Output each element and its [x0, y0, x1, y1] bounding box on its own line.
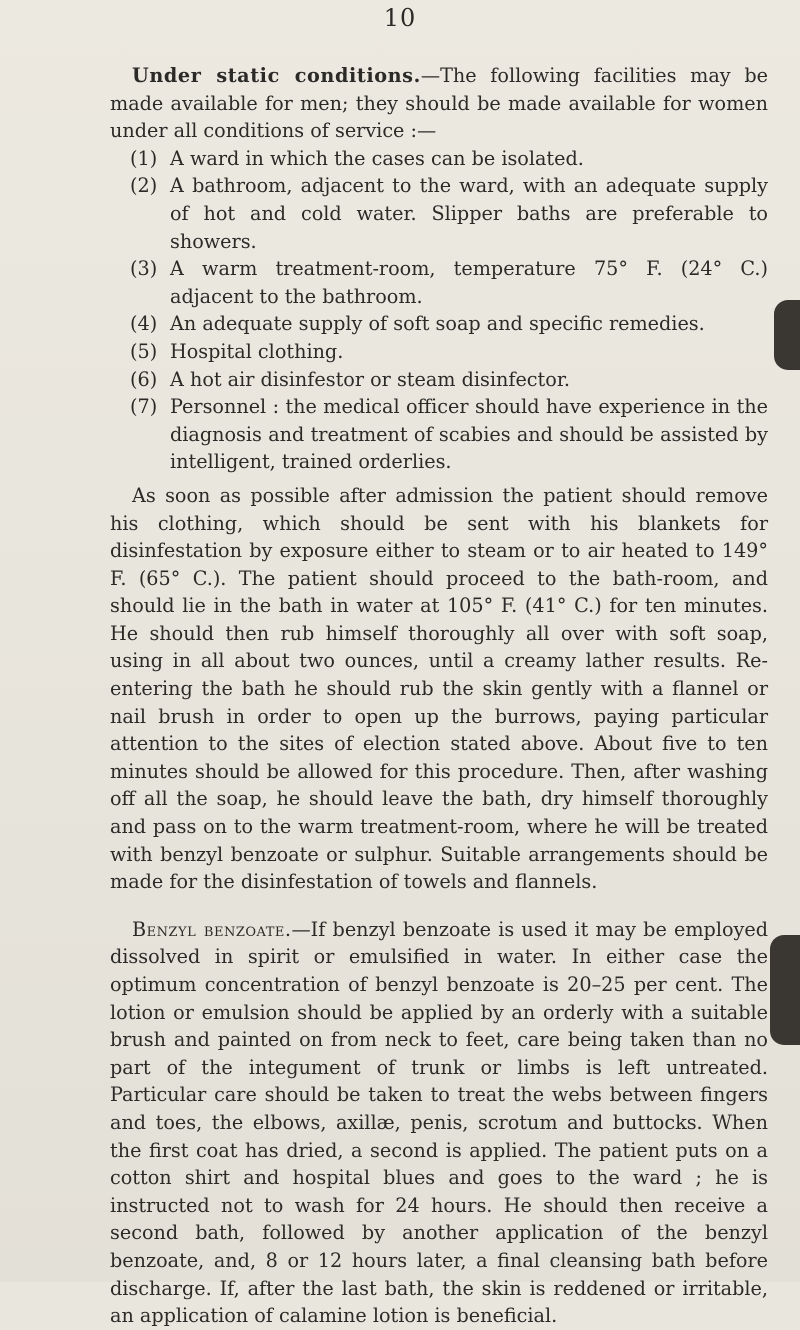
section-heading: Under static conditions. [132, 64, 421, 87]
list-item: (2) A bathroom, adjacent to the ward, with an adequate supply of hot and cold water. Slipper baths are preferable to showers. [130, 174, 768, 253]
list-item: (5) Hospital clothing. [130, 339, 344, 363]
binding-shadow-bottom [770, 935, 800, 1045]
binding-shadow-top [774, 300, 800, 370]
intro-text: —The following facilities may be made available for men; they should be made available for women under all conditions of service :— [110, 64, 768, 143]
page-body [110, 62, 768, 1330]
list-item: (1) A ward in which the cases can be isolated. [130, 146, 584, 170]
list-item: (6) A hot air disinfestor or steam disinfector. [130, 367, 570, 391]
list-item: (4) An adequate supply of soft soap and specific remedies. [130, 312, 705, 336]
procedure-paragraph: As soon as possible after admission the patient should remove his clothing, which should be sent with his blankets for disinfestation by exposure either to steam or to air heated to 149° F. (65° C.). The patient should proceed to the bath-room, and should lie in the bath in water at 105° F. (41° C.) for ten minutes. He should then rub himself thoroughly all over with soft soap, using in all about two ounces, until a creamy lather results. Re-entering the bath he should rub the skin gently with a flannel or nail brush in order to open up the burrows, paying particular attention to the sites of election stated above. About five to ten minutes should be allowed for this procedure. Then, after washing off all the soap, he should leave the bath, dry himself thoroughly and pass on to the warm treatment-room, where he will be treated with benzyl benzoate or sulphur. Suitable arrangements should be made for the disinfestation of towels and flannels. [110, 483, 768, 894]
list-item: (3) A warm treatment-room, temperature 75° F. (24° C.) adjacent to the bathroom. [130, 257, 768, 308]
list-item: (7) Personnel : the medical officer should have experience in the diagnosis and treatment of scabies and should be assisted by intelligent, trained orderlies. [130, 395, 768, 474]
benzyl-paragraph [110, 916, 768, 1330]
page-number: 10 [383, 4, 417, 32]
benzyl-heading: Benzyl benzoate. [132, 917, 292, 941]
intro-paragraph [110, 62, 768, 145]
facilities-list [110, 145, 768, 476]
benzyl-text: —If benzyl benzoate is used it may be employed dissolved in spirit or emulsified in water. In either case the optimum concentration of benzyl benzoate is 20–25 per cent. The lotion or emulsion should be applied by an orderly with a suitable brush and painted on from neck to feet, care being taken than no part of the integument of trunk or limbs is left untreated. Particular care should be taken to treat the webs between fingers and toes, the elbows, axillæ, penis, scrotum and buttocks. When the first coat has dried, a second is applied. The patient puts on a cotton shirt and hospital blues and goes to the ward ; he is instructed not to wash for 24 hours. He should then receive a second bath, followed by another application of the benzyl benzoate, and, 8 or 12 hours later, a final cleansing bath before discharge. If, after the last bath, the skin is reddened or irritable, an application of calamine lotion is beneficial. [110, 917, 769, 1328]
